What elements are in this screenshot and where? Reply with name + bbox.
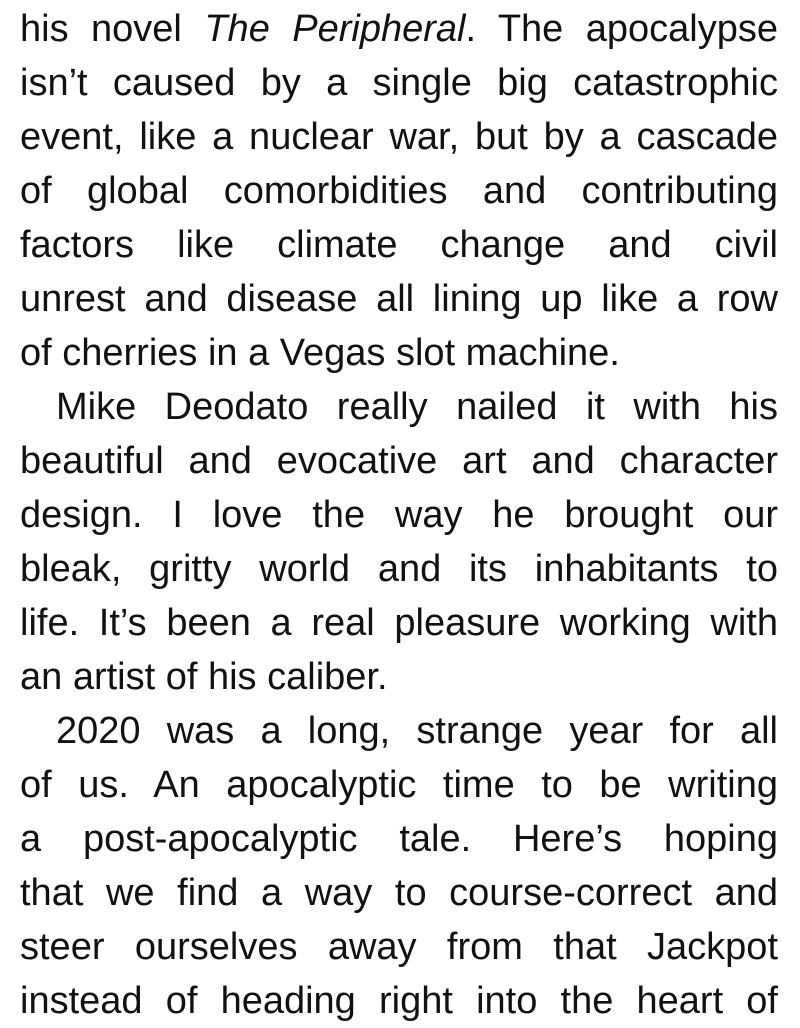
text-line: of global comorbidities and contributing bbox=[20, 170, 778, 212]
text-run: his novel bbox=[20, 8, 205, 50]
text-line bbox=[20, 2, 778, 56]
text-line: beautiful and evocative art and character bbox=[20, 440, 778, 482]
text-line: isn’t caused by a single big catastrophic bbox=[20, 62, 778, 104]
text-line: unrest and disease all lining up like a row bbox=[20, 278, 778, 320]
text-line: bleak, gritty world and its inhabitants to bbox=[20, 548, 778, 590]
text-line: life. It’s been a real pleasure working with bbox=[20, 602, 778, 644]
text-line: a post-apocalyptic tale. Here’s hoping bbox=[20, 818, 778, 860]
text-line: 2020 was a long, strange year for all bbox=[56, 710, 778, 752]
book-title: The Peripheral bbox=[204, 8, 466, 50]
text-line: design. I love the way he brought our bbox=[20, 494, 778, 536]
text-run: . The apocalypse bbox=[465, 8, 779, 50]
text-line: Mike Deodato really nailed it with his bbox=[56, 386, 778, 428]
text-line: of us. An apocalyptic time to be writing bbox=[20, 764, 778, 806]
text-line: of cherries in a Vegas slot machine. bbox=[20, 332, 620, 374]
text-line: factors like climate change and civil bbox=[20, 224, 778, 266]
text-line: steer ourselves away from that Jackpot bbox=[20, 926, 778, 968]
text-line: that we find a way to course-correct and bbox=[20, 872, 778, 914]
text-line: an artist of his caliber. bbox=[20, 656, 388, 698]
text-line: instead of heading right into the heart of bbox=[20, 980, 778, 1022]
text-line: event, like a nuclear war, but by a cascade bbox=[20, 116, 778, 158]
